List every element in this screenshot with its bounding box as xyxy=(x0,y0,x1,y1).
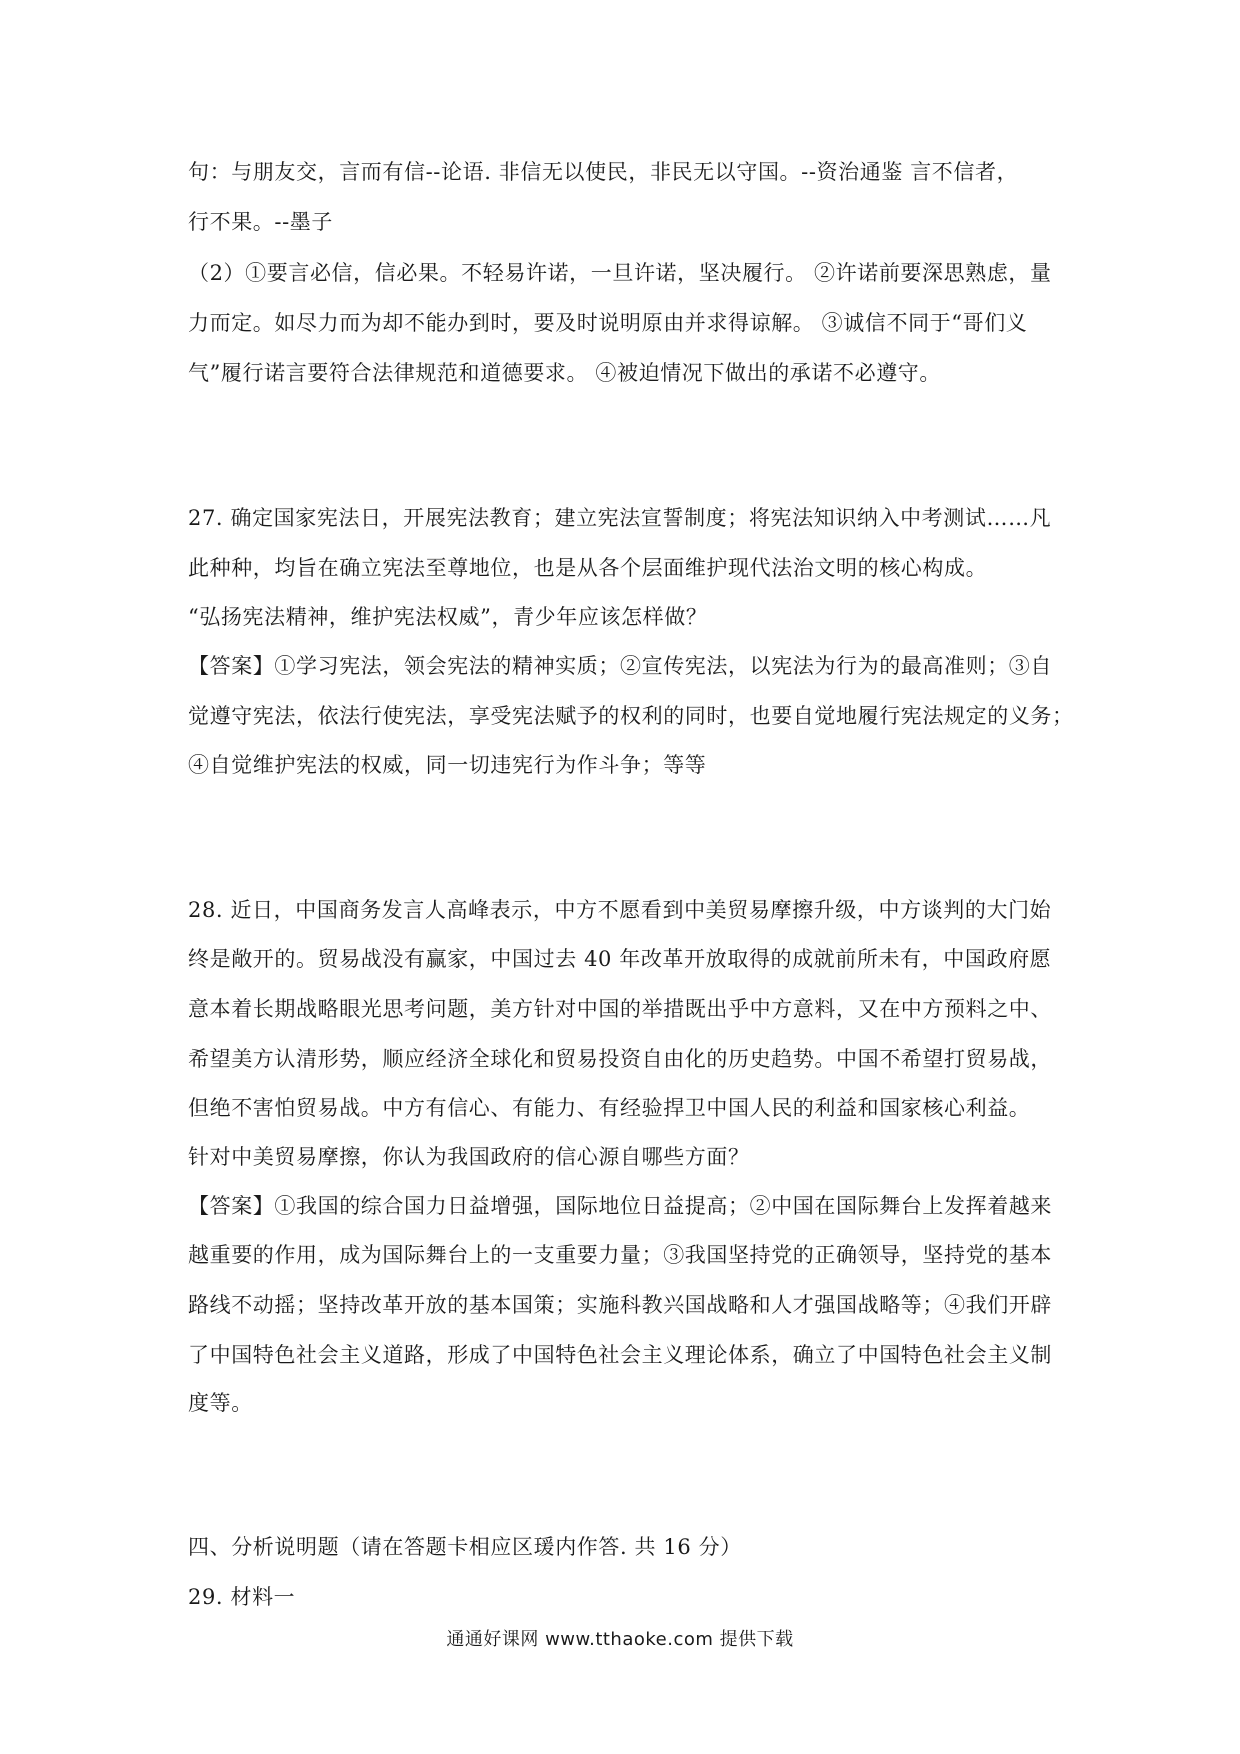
question-prompt: “弘扬宪法精神，维护宪法权威”，青少年应该怎样做？ xyxy=(188,605,708,629)
text-line: 句：与朋友交，言而有信--论语. 非信无以使民，非民无以守国。--资治通鉴 言不信者， xyxy=(188,160,1019,184)
question-text-line: 此种种，均旨在确立宪法至尊地位，也是从各个层面维护现代法治文明的核心构成。 xyxy=(188,556,988,580)
answer-text-line: 了中国特色社会主义道路，形成了中国特色社会主义理论体系，确立了中国特色社会主义制 xyxy=(188,1343,1052,1367)
answer-text-line: 越重要的作用，成为国际舞台上的一支重要力量；③我国坚持党的正确领导，坚持党的基本 xyxy=(188,1243,1052,1267)
question-prompt: 针对中美贸易摩擦，你认为我国政府的信心源自哪些方面？ xyxy=(188,1145,750,1169)
question-29-start: 29. 材料一 xyxy=(188,1585,296,1609)
answer-text-line: 路线不动摇；坚持改革开放的基本国策；实施科教兴国战略和人才强国战略等；④我们开辟 xyxy=(188,1293,1052,1317)
text-line: （2）①要言必信，信必果。不轻易许诺，一旦许诺，坚决履行。 ②许诺前要深思熟虑，量 xyxy=(188,261,1052,285)
section-heading: 四、分析说明题（请在答题卡相应区瑗内作答. 共 16 分） xyxy=(188,1535,742,1559)
question-text-line: 27. 确定国家宪法日，开展宪法教育；建立宪法宣誓制度；将宪法知识纳入中考测试……凡 xyxy=(188,506,1052,530)
page-footer: 通通好课网 www.tthaoke.com 提供下载 xyxy=(446,1629,794,1650)
text-line: 气”履行诺言要符合法律规范和道德要求。 ④被迫情况下做出的承诺不必遵守。 xyxy=(188,361,942,385)
question-text-line: 意本着长期战略眼光思考问题，美方针对中国的举措既出乎中方意料，又在中方预料之中、 xyxy=(188,997,1052,1021)
text-line: 行不果。--墨子 xyxy=(188,210,333,234)
answer-text-line: 【答案】①我国的综合国力日益增强，国际地位日益提高；②中国在国际舞台上发挥着越来 xyxy=(188,1194,1052,1218)
answer-text-line: 觉遵守宪法，依法行使宪法，享受宪法赋予的权利的同时，也要自觉地履行宪法规定的义务； xyxy=(188,704,1074,728)
question-text-line: 终是敞开的。贸易战没有赢家，中国过去 40 年改革开放取得的成就前所未有，中国政府愿 xyxy=(188,947,1052,971)
answer-text-line: 度等。 xyxy=(188,1391,253,1415)
text-line: 力而定。如尽力而为却不能办到时，要及时说明原由并求得谅解。 ③诚信不同于“哥们义 xyxy=(188,311,1028,335)
answer-text-line: ④自觉维护宪法的权威，同一切违宪行为作斗争；等等 xyxy=(188,753,707,777)
answer-text-line: 【答案】①学习宪法，领会宪法的精神实质；②宣传宪法，以宪法为行为的最高准则；③自 xyxy=(188,654,1052,678)
question-text-line: 但绝不害怕贸易战。中方有信心、有能力、有经验捍卫中国人民的利益和国家核心利益。 xyxy=(188,1096,1031,1120)
question-text-line: 28. 近日，中国商务发言人高峰表示，中方不愿看到中美贸易摩擦升级，中方谈判的大门始 xyxy=(188,898,1052,922)
question-text-line: 希望美方认清形势，顺应经济全球化和贸易投资自由化的历史趋势。中国不希望打贸易战， xyxy=(188,1047,1052,1071)
